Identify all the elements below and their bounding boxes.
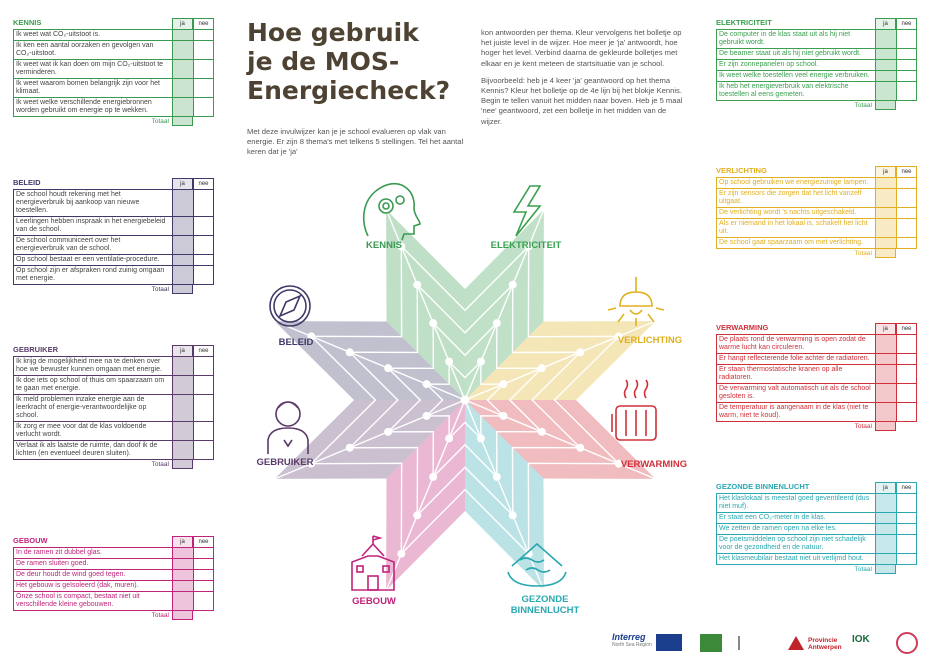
gebruiker-title: GEBRUIKER — [13, 345, 59, 354]
binnenlucht-statement: De poetsmiddelen op school zijn niet schadelijk voor de gezondheid en de natuur. — [716, 535, 875, 553]
level-dot[interactable] — [413, 511, 421, 519]
verwarming-totaal-ja-field[interactable] — [875, 422, 896, 431]
elektriciteit-totaal-ja-field[interactable] — [875, 101, 896, 110]
gebruiker-totaal-label: Totaal — [151, 461, 169, 468]
star-label-kennis: KENNIS — [366, 240, 402, 251]
level-dot[interactable] — [477, 434, 485, 442]
gebouw-ja-checkbox[interactable] — [172, 581, 193, 591]
beleid-statement-row — [13, 236, 214, 255]
elektriciteit-statement-row — [716, 71, 917, 82]
interreg-logo-subtext: North Sea Region — [612, 642, 652, 648]
star-label-verlichting: VERLICHTING — [617, 335, 683, 346]
elektriciteit-col-ja: ja — [875, 18, 896, 29]
verlichting-ja-checkbox[interactable] — [875, 189, 896, 207]
kennis-statement-row — [13, 79, 214, 98]
gebouw-ja-checkbox[interactable] — [172, 570, 193, 580]
provincie-text — [808, 637, 842, 651]
star-web-ring — [388, 323, 542, 477]
gebruiker-statement: Ik doe iets op school of thuis om spaarzaam om te gaan met energie. — [13, 376, 172, 394]
gebouw-statement-row — [13, 570, 214, 581]
beleid-nee-checkbox[interactable] — [193, 190, 214, 216]
star-sector — [465, 320, 657, 400]
verlichting-statement-row — [716, 189, 917, 208]
gebruiker-checklist — [13, 344, 214, 470]
verlichting-statement: Op school gebruiken we energiezuinige lampen. — [716, 178, 875, 188]
kennis-col-nee: nee — [193, 18, 214, 29]
binnenlucht-statement-row — [716, 524, 917, 535]
verwarming-statement-row — [716, 365, 917, 384]
gebruiker-nee-checkbox[interactable] — [193, 422, 214, 440]
gebouw-statement: De deur houdt de wind goed tegen. — [13, 570, 172, 580]
instructions-paragraph-2: Bijvoorbeeld: heb je 4 keer 'ja' geantwoord op het thema Kennis? Kleur het bolletje op de 4e lijn bij het blokje Kennis. Begin te tellen vanuit het midden naar boven. Heb je 5 maal 'nee' geantwoord, zet een bolletje in het midden van de wijzer. — [481, 75, 683, 126]
radiator-icon — [612, 380, 656, 440]
verlichting-totaal-label: Totaal — [854, 250, 872, 257]
verwarming-ja-checkbox[interactable] — [875, 384, 896, 402]
kennis-nee-checkbox[interactable] — [193, 79, 214, 97]
star-spoke — [465, 320, 657, 400]
kennis-statement-row — [13, 41, 214, 60]
verlichting-ja-checkbox[interactable] — [875, 238, 896, 248]
star-spoke — [385, 208, 465, 400]
elektriciteit-ja-checkbox[interactable] — [875, 30, 896, 48]
gebouw-nee-checkbox[interactable] — [193, 592, 214, 610]
verlichting-ja-checkbox[interactable] — [875, 178, 896, 188]
gebruiker-ja-checkbox[interactable] — [172, 395, 193, 421]
level-dot[interactable] — [429, 319, 437, 327]
beleid-statement: De school houdt rekening met het energieverbruik bij aankoop van nieuwe toestellen. — [13, 190, 172, 216]
verlichting-title: VERLICHTING — [716, 166, 767, 175]
verwarming-col-ja: ja — [875, 323, 896, 334]
gebruiker-statement: Ik krijg de mogelijkheid mee na te denken over hoe we bewuster kunnen omgaan met energie. — [13, 357, 172, 375]
kennis-statement-row — [13, 30, 214, 41]
star-label-gebouw: GEBOUW — [352, 596, 396, 607]
elektriciteit-statement-row — [716, 30, 917, 49]
star-sector — [465, 208, 545, 400]
gebouw-statement-row — [13, 548, 214, 559]
level-dot[interactable] — [509, 281, 517, 289]
level-dot[interactable] — [269, 476, 277, 484]
verwarming-statement: Er hangt reflecterende folie achter de radiatoren. — [716, 354, 875, 364]
beleid-ja-checkbox[interactable] — [172, 217, 193, 235]
verwarming-statement: De temperatuur is aangenaam in de klas (niet te warm, niet te koud). — [716, 403, 875, 421]
kennis-nee-checkbox[interactable] — [193, 98, 214, 116]
verlichting-nee-checkbox[interactable] — [896, 189, 917, 207]
elektriciteit-nee-checkbox[interactable] — [896, 71, 917, 81]
verlichting-ja-checkbox[interactable] — [875, 219, 896, 237]
beleid-col-nee: nee — [193, 178, 214, 189]
kennis-statement: Ik weet welke verschillende energiebronnen worden gebruikt om energie op te wekken. — [13, 98, 172, 116]
level-dot[interactable] — [499, 412, 507, 420]
beleid-statement-row — [13, 190, 214, 217]
gebruiker-nee-checkbox[interactable] — [193, 395, 214, 421]
verwarming-checklist — [716, 322, 917, 432]
kennis-ja-checkbox[interactable] — [172, 41, 193, 59]
verlichting-statement: Als er niemand in het lokaal is, schakelt het licht uit. — [716, 219, 875, 237]
level-dot[interactable] — [346, 444, 354, 452]
star-label-beleid: BELEID — [278, 337, 314, 348]
level-dot[interactable] — [445, 434, 453, 442]
level-dot[interactable] — [346, 348, 354, 356]
verwarming-statement-row — [716, 384, 917, 403]
gebruiker-ja-checkbox[interactable] — [172, 441, 193, 459]
page-title — [247, 18, 450, 105]
binnenlucht-nee-checkbox[interactable] — [896, 535, 917, 553]
gebruiker-ja-checkbox[interactable] — [172, 422, 193, 440]
government-logo — [738, 636, 772, 650]
kennis-nee-checkbox[interactable] — [193, 41, 214, 59]
level-dot[interactable] — [653, 316, 661, 324]
verwarming-statement-row — [716, 403, 917, 422]
gebouw-statement-row — [13, 592, 214, 611]
beleid-nee-checkbox[interactable] — [193, 217, 214, 235]
level-dot[interactable] — [477, 358, 485, 366]
beleid-statement-row — [13, 255, 214, 266]
elektriciteit-statement: Ik weet welke toestellen veel energie verbruiken. — [716, 71, 875, 81]
mos-logo — [700, 634, 722, 652]
verlichting-statement: Er zijn sensors die zorgen dat het licht vanzelf uitgaat. — [716, 189, 875, 207]
level-dot[interactable] — [269, 316, 277, 324]
beleid-statement: De school communiceert over het energieverbruik van de school. — [13, 236, 172, 254]
verlichting-nee-checkbox[interactable] — [896, 219, 917, 237]
binnenlucht-nee-checkbox[interactable] — [896, 554, 917, 564]
binnenlucht-statement-row — [716, 535, 917, 554]
verwarming-ja-checkbox[interactable] — [875, 335, 896, 353]
kennis-statement-row — [13, 60, 214, 79]
star-spoke — [465, 208, 545, 400]
gebouw-nee-checkbox[interactable] — [193, 559, 214, 569]
level-dot[interactable] — [525, 550, 533, 558]
elektriciteit-col-nee: nee — [896, 18, 917, 29]
binnenlucht-statement: We zetten de ramen open na elke les. — [716, 524, 875, 534]
level-dot[interactable] — [423, 380, 431, 388]
verwarming-ja-checkbox[interactable] — [875, 365, 896, 383]
binnenlucht-statement: Er staat een CO₂-meter in de klas. — [716, 513, 875, 523]
gebouw-nee-checkbox[interactable] — [193, 570, 214, 580]
verwarming-title: VERWARMING — [716, 323, 769, 332]
verlichting-col-ja: ja — [875, 166, 896, 177]
elektriciteit-statement: Ik heb het energieverbruik van elektrische toestellen al eens gemeten. — [716, 82, 875, 100]
binnenlucht-totaal-ja-field[interactable] — [875, 565, 896, 574]
verwarming-col-nee: nee — [896, 323, 917, 334]
beleid-ja-checkbox[interactable] — [172, 190, 193, 216]
beleid-statement: Leerlingen hebben inspraak in het energiebeleid van de school. — [13, 217, 172, 235]
gebruiker-statement-row — [13, 395, 214, 422]
binnenlucht-statement-row — [716, 513, 917, 524]
level-dot[interactable] — [493, 319, 501, 327]
elektriciteit-ja-checkbox[interactable] — [875, 82, 896, 100]
verlichting-nee-checkbox[interactable] — [896, 238, 917, 248]
elektriciteit-ja-checkbox[interactable] — [875, 49, 896, 59]
gebruiker-col-ja: ja — [172, 345, 193, 356]
verwarming-nee-checkbox[interactable] — [896, 335, 917, 353]
gebruiker-statement-row — [13, 422, 214, 441]
verlichting-statement-row — [716, 178, 917, 189]
beleid-totaal-ja-field[interactable] — [172, 285, 193, 294]
kennis-checklist — [13, 17, 214, 127]
verlichting-ja-checkbox[interactable] — [875, 208, 896, 218]
gebouw-ja-checkbox[interactable] — [172, 548, 193, 558]
verwarming-ja-checkbox[interactable] — [875, 403, 896, 421]
title-line-3: Energiecheck? — [247, 76, 451, 105]
binnenlucht-col-ja: ja — [875, 482, 896, 493]
beleid-col-ja: ja — [172, 178, 193, 189]
title-line-2: je de MOS- — [247, 47, 400, 76]
gebouw-nee-checkbox[interactable] — [193, 581, 214, 591]
beleid-ja-checkbox[interactable] — [172, 266, 193, 284]
gebouw-totaal-label: Totaal — [151, 612, 169, 619]
level-dot[interactable] — [493, 473, 501, 481]
level-dot[interactable] — [541, 204, 549, 212]
star-web-ring — [311, 246, 618, 553]
binnenlucht-nee-checkbox[interactable] — [896, 513, 917, 523]
user-icon — [268, 402, 308, 454]
gebouw-ja-checkbox[interactable] — [172, 559, 193, 569]
logo-bar — [612, 632, 922, 658]
kennis-totaal-ja-field[interactable] — [172, 117, 193, 126]
level-dot[interactable] — [384, 428, 392, 436]
gebruiker-nee-checkbox[interactable] — [193, 357, 214, 375]
house-air-icon — [508, 544, 566, 586]
beleid-checklist — [13, 177, 214, 295]
provincie-text-line-1: Provincie — [808, 637, 838, 644]
gebruiker-statement-row — [13, 441, 214, 460]
gebruiker-ja-checkbox[interactable] — [172, 376, 193, 394]
instructions-paragraph-1: kon antwoorden per thema. Kleur vervolgens het bolletje op het juiste level in de wijzer. Hoe meer je 'ja' antwoordt, hoe hoger het level. Verbind daarna de gekleurde bolletjes met elkaar en je kent meteen de startsituatie van je school. — [481, 28, 682, 68]
gebouw-title: GEBOUW — [13, 536, 48, 545]
gebruiker-statement: Verlaat ik als laatste de ruimte, dan doof ik de lichten (en eventueel deuren sluiten). — [13, 441, 172, 459]
kennis-statement: Ik weet wat ik kan doen om mijn CO₂-uitstoot te verminderen. — [13, 60, 172, 78]
verlichting-checklist — [716, 165, 917, 259]
gebouw-totaal-ja-field[interactable] — [172, 611, 193, 620]
binnenlucht-ja-checkbox[interactable] — [875, 524, 896, 534]
star-label-elektriciteit: ELEKTRICITEIT — [490, 240, 562, 251]
star-sector — [385, 208, 465, 400]
gebruiker-totaal-ja-field[interactable] — [172, 460, 193, 469]
lightning-icon — [514, 186, 540, 236]
verwarming-nee-checkbox[interactable] — [896, 365, 917, 383]
elektriciteit-nee-checkbox[interactable] — [896, 49, 917, 59]
binnenlucht-nee-checkbox[interactable] — [896, 494, 917, 512]
star-sector — [385, 400, 465, 592]
kennis-totaal-label: Totaal — [151, 118, 169, 125]
kennis-col-ja: ja — [172, 18, 193, 29]
level-dot[interactable] — [499, 380, 507, 388]
gebruiker-ja-checkbox[interactable] — [172, 357, 193, 375]
binnenlucht-ja-checkbox[interactable] — [875, 554, 896, 564]
level-dot[interactable] — [509, 511, 517, 519]
binnenlucht-statement: Het klasmeubilair bestaat niet uit verlijmd hout. — [716, 554, 875, 564]
school-icon — [352, 536, 394, 590]
gebruiker-statement-row — [13, 357, 214, 376]
elektriciteit-statement: De computer in de klas staat uit als hij niet gebruikt wordt. — [716, 30, 875, 48]
gebouw-ja-checkbox[interactable] — [172, 592, 193, 610]
beleid-totaal-label: Totaal — [151, 286, 169, 293]
star-web-ring — [427, 362, 504, 439]
verwarming-nee-checkbox[interactable] — [896, 354, 917, 364]
beleid-ja-checkbox[interactable] — [172, 255, 193, 265]
instructions-text — [481, 28, 689, 127]
star-label-gebruiker: GEBRUIKER — [256, 457, 314, 468]
gebouw-checklist — [13, 535, 214, 621]
beleid-nee-checkbox[interactable] — [193, 236, 214, 254]
verwarming-statement: De plaats rond de verwarming is open zodat de warme lucht kan circuleren. — [716, 335, 875, 353]
verlichting-nee-checkbox[interactable] — [896, 178, 917, 188]
verlichting-col-nee: nee — [896, 166, 917, 177]
level-dot[interactable] — [429, 473, 437, 481]
verwarming-ja-checkbox[interactable] — [875, 354, 896, 364]
elektriciteit-statement-row — [716, 60, 917, 71]
level-dot[interactable] — [423, 412, 431, 420]
kennis-statement: Ik weet wat CO₂-uitstoot is. — [13, 30, 172, 40]
elektriciteit-totaal-label: Totaal — [854, 102, 872, 109]
verlichting-statement: De verlichting wordt 's nachts uitgeschakeld. — [716, 208, 875, 218]
star-spoke — [465, 400, 545, 592]
interreg-logo-text: Interreg — [612, 632, 646, 642]
level-dot[interactable] — [653, 476, 661, 484]
kennis-title: KENNIS — [13, 18, 42, 27]
level-dot[interactable] — [381, 204, 389, 212]
beleid-statement-row — [13, 217, 214, 236]
binnenlucht-totaal-label: Totaal — [854, 566, 872, 573]
kennis-statement: Ik weet waarom bomen belangrijk zijn voor het klimaat. — [13, 79, 172, 97]
gebouw-statement: De ramen sluiten goed. — [13, 559, 172, 569]
verwarming-nee-checkbox[interactable] — [896, 384, 917, 402]
elektriciteit-ja-checkbox[interactable] — [875, 60, 896, 70]
kennis-ja-checkbox[interactable] — [172, 98, 193, 116]
star-sector — [273, 320, 465, 400]
center-dot[interactable] — [461, 396, 470, 405]
elektriciteit-checklist — [716, 17, 917, 111]
beleid-statement-row — [13, 266, 214, 285]
level-dot[interactable] — [538, 364, 546, 372]
gebouw-col-nee: nee — [193, 536, 214, 547]
star-label-binnenlucht — [490, 594, 600, 616]
beleid-nee-checkbox[interactable] — [193, 255, 214, 265]
level-dot[interactable] — [576, 348, 584, 356]
gebouw-statement: Het gebouw is geïsoleerd (dak, muren). — [13, 581, 172, 591]
verlichting-statement-row — [716, 238, 917, 249]
verwarming-statement-row — [716, 354, 917, 365]
gebouw-statement-row — [13, 559, 214, 570]
kennis-ja-checkbox[interactable] — [172, 30, 193, 40]
level-dot[interactable] — [538, 428, 546, 436]
star-label-binnenlucht-line-1: GEZONDE — [521, 594, 569, 605]
binnenlucht-statement-row — [716, 554, 917, 565]
star-spoke — [273, 320, 465, 400]
level-dot[interactable] — [381, 588, 389, 596]
iok-logo: IOK — [852, 634, 870, 645]
kennis-nee-checkbox[interactable] — [193, 30, 214, 40]
binnenlucht-checklist — [716, 481, 917, 575]
level-dot[interactable] — [397, 550, 405, 558]
gebouw-statement: Onze school is compact, bestaat niet uit verschillende kleine gebouwen. — [13, 592, 172, 610]
kennis-ja-checkbox[interactable] — [172, 60, 193, 78]
star-web-ring — [350, 285, 581, 516]
elektriciteit-nee-checkbox[interactable] — [896, 60, 917, 70]
kennis-statement-row — [13, 98, 214, 117]
beleid-nee-checkbox[interactable] — [193, 266, 214, 284]
star-sector — [465, 400, 545, 592]
beleid-title: BELEID — [13, 178, 41, 187]
interreg-logo — [612, 632, 652, 648]
kennis-nee-checkbox[interactable] — [193, 60, 214, 78]
level-dot[interactable] — [445, 358, 453, 366]
provincie-triangle — [788, 636, 804, 650]
verwarming-nee-checkbox[interactable] — [896, 403, 917, 421]
verwarming-totaal-label: Totaal — [854, 423, 872, 430]
kennis-icon — [364, 184, 420, 240]
verlichting-nee-checkbox[interactable] — [896, 208, 917, 218]
elektriciteit-title: ELEKTRICITEIT — [716, 18, 772, 27]
gebruiker-statement-row — [13, 376, 214, 395]
gebouw-nee-checkbox[interactable] — [193, 548, 214, 558]
beleid-ja-checkbox[interactable] — [172, 236, 193, 254]
title-line-1: Hoe gebruik — [247, 18, 419, 47]
level-dot[interactable] — [384, 364, 392, 372]
gebouw-statement: In de ramen zit dubbel glas. — [13, 548, 172, 558]
binnenlucht-nee-checkbox[interactable] — [896, 524, 917, 534]
star-label-binnenlucht-line-2: BINNENLUCHT — [510, 605, 580, 616]
level-dot[interactable] — [413, 281, 421, 289]
kennis-ja-checkbox[interactable] — [172, 79, 193, 97]
intro-text: Met deze invulwijzer kan je je school evalueren op vlak van energie. Er zijn 8 thema's met telkens 5 stellingen. Tel het aantal keren dat je 'ja' — [247, 127, 464, 157]
gebruiker-col-nee: nee — [193, 345, 214, 356]
star-web-ring — [273, 208, 657, 592]
gebouw-statement-row — [13, 581, 214, 592]
verlichting-statement-row — [716, 208, 917, 219]
verlichting-totaal-ja-field[interactable] — [875, 249, 896, 258]
verlichting-statement: De school gaat spaarzaam om met verlichting. — [716, 238, 875, 248]
verlichting-statement-row — [716, 219, 917, 238]
elektriciteit-statement: De beamer staat uit als hij niet gebruikt wordt. — [716, 49, 875, 59]
binnenlucht-ja-checkbox[interactable] — [875, 535, 896, 553]
elektriciteit-nee-checkbox[interactable] — [896, 82, 917, 100]
gebruiker-statement: Ik meld problemen inzake energie aan de leerkracht of energie-verantwoordelijke op school. — [13, 395, 172, 421]
elektriciteit-statement-row — [716, 82, 917, 101]
star-label-verwarming: VERWARMING — [620, 459, 688, 470]
verwarming-statement: Er staan thermostatische kranen op alle radiatoren. — [716, 365, 875, 383]
gebouw-col-ja: ja — [172, 536, 193, 547]
beleid-statement: Op school zijn er afspraken rond zuinig omgaan met energie. — [13, 266, 172, 284]
level-dot[interactable] — [576, 444, 584, 452]
star-spoke — [385, 400, 465, 592]
binnenlucht-ja-checkbox[interactable] — [875, 494, 896, 512]
elektriciteit-ja-checkbox[interactable] — [875, 71, 896, 81]
binnenlucht-col-nee: nee — [896, 482, 917, 493]
beleid-statement: Op school bestaat er een ventilatie-procedure. — [13, 255, 172, 265]
gebruiker-nee-checkbox[interactable] — [193, 441, 214, 459]
verwarming-statement: De verwarming valt automatisch uit als de school gesloten is. — [716, 384, 875, 402]
provincie-text-line-2: Antwerpen — [808, 644, 842, 651]
elektriciteit-nee-checkbox[interactable] — [896, 30, 917, 48]
elektriciteit-statement-row — [716, 49, 917, 60]
gebruiker-statement: Ik zorg er mee voor dat de klas voldoende verlucht wordt. — [13, 422, 172, 440]
verwarming-statement-row — [716, 335, 917, 354]
binnenlucht-statement: Het klaslokaal is meestal goed geventileerd (dus niet muf). — [716, 494, 875, 512]
eu-flag-logo — [656, 634, 682, 651]
dppo-logo — [896, 632, 918, 654]
gebruiker-nee-checkbox[interactable] — [193, 376, 214, 394]
binnenlucht-ja-checkbox[interactable] — [875, 513, 896, 523]
binnenlucht-title: GEZONDE BINNENLUCHT — [716, 482, 810, 491]
elektriciteit-statement: Er zijn zonnepanelen op school. — [716, 60, 875, 70]
binnenlucht-statement-row — [716, 494, 917, 513]
kennis-statement: Ik ken een aantal oorzaken en gevolgen van CO₂-uitstoot. — [13, 41, 172, 59]
